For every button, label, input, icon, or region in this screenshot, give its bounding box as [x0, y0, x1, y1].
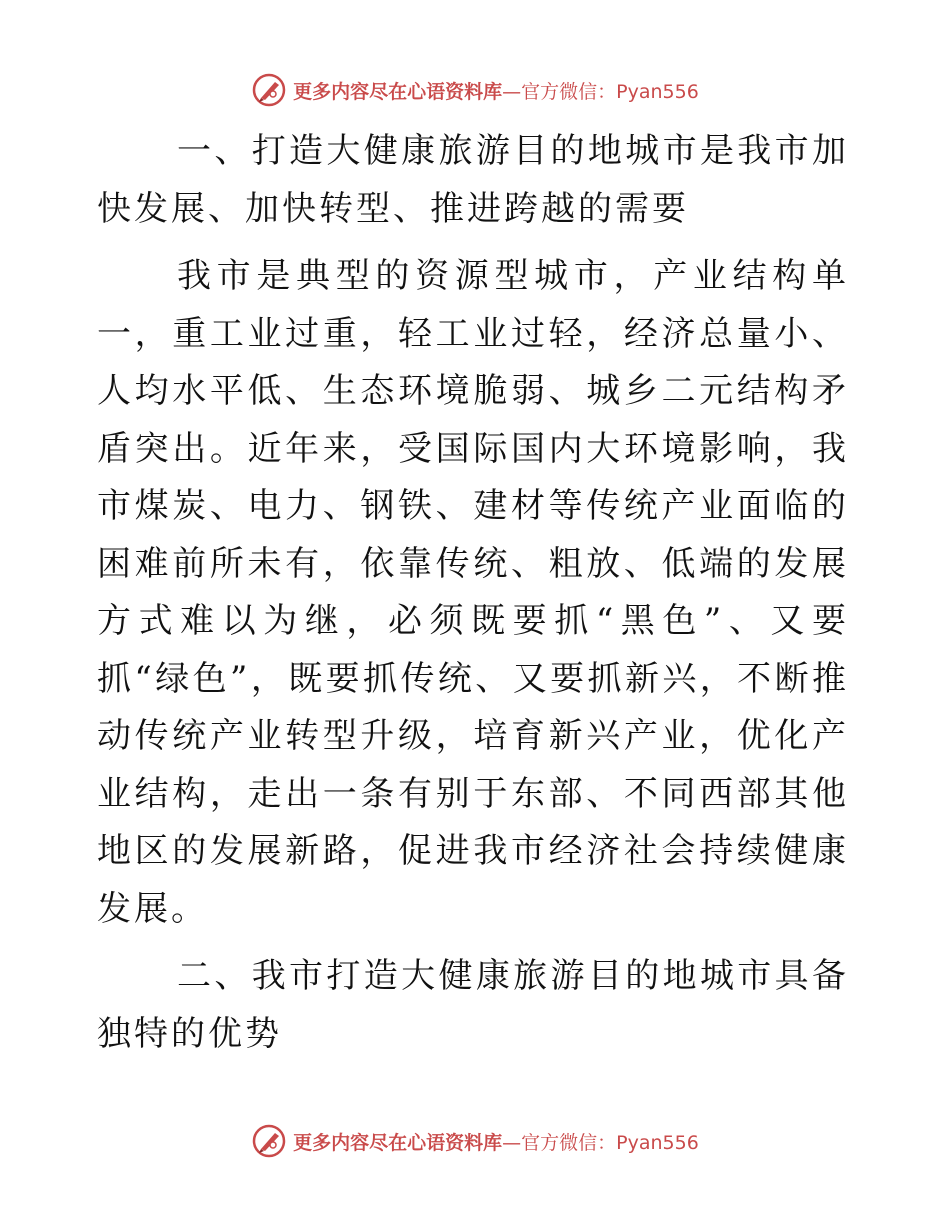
watermark-dash: —: [502, 1131, 522, 1154]
pen-logo-icon: [251, 72, 287, 108]
section-heading-2: 二、我市打造大健康旅游目的地城市具备独特的优势: [97, 956, 849, 1054]
pen-logo-icon: [251, 1123, 287, 1159]
watermark-suffix-text: 官方微信：Pyan556: [521, 1131, 699, 1154]
watermark-suffix-text: 官方微信：Pyan556: [521, 80, 699, 103]
watermark-dash: —: [502, 80, 522, 103]
document-body: [97, 123, 849, 1063]
watermark-main-text: 更多内容尽在心语资料库: [293, 1131, 503, 1154]
body-paragraph-1: 我市是典型的资源型城市，产业结构单一，重工业过重，轻工业过轻，经济总量小、人均水平低、生态环境脆弱、城乡二元结构矛盾突出。近年来，受国际国内大环境影响，我市煤炭、电力、钢铁、建材等传统产业面临的困难前所未有，依靠传统、粗放、低端的发展方式难以为继，必须既要抓“黑色”、又要抓“绿色”，既要抓传统、又要抓新兴，不断推动传统产业转型升级，培育新兴产业，优化产业结构，走出一条有别于东部、不同西部其他地区的发展新路，促进我市经济社会持续健康发展。: [97, 256, 849, 929]
watermark-text: [293, 1128, 699, 1155]
header-watermark: [0, 70, 950, 110]
watermark-main-text: 更多内容尽在心语资料库: [293, 80, 503, 103]
watermark-text: [293, 77, 699, 104]
section-heading-1: 一、打造大健康旅游目的地城市是我市加快发展、加快转型、推进跨越的需要: [97, 131, 849, 229]
footer-watermark: [0, 1121, 950, 1161]
